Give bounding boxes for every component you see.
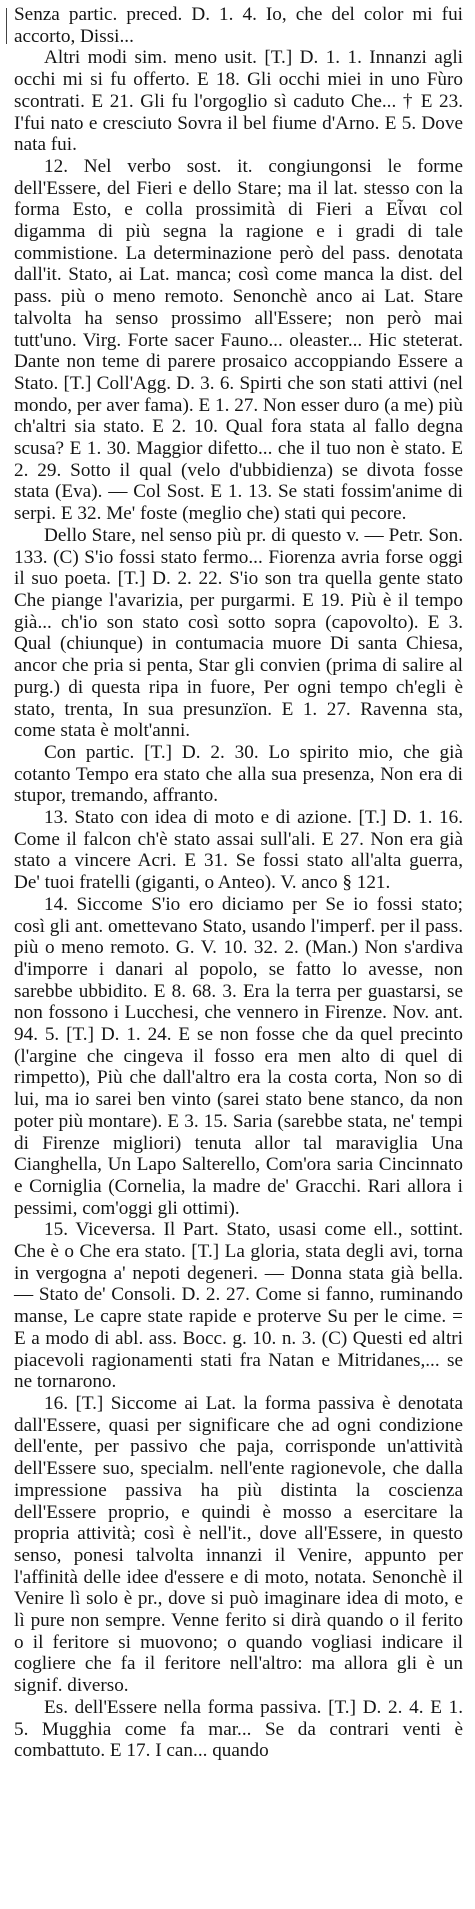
paragraph-con-partic: Con partic. [T.] D. 2. 30. Lo spirito mio, che già cotanto Tempo era stato che alla sua presenza, Non era di stupor, tremando, affranto. — [14, 741, 463, 807]
paragraph-12: 12. Nel verbo sost. it. congiungonsi le forme dell'Essere, del Fieri e dello Stare; ma il lat. stesso con la forma Esto, e colla prossimità di Fieri a Εἶναι col digamma di più segna la ragione e i gradi di tale commistione. La determinazione però del pass. denotata dall'it. Stato, ai Lat. manca; così come manca la dist. del pass. più o meno remoto. Senonchè anco ai Lat. Stare talvolta ha senso prossimo all'Essere; non però mai tutt'uno. Virg. Forte sacer Fauno... oleaster... Hic steterat. Dante non teme di parere prosaico accoppiando Essere a Stato. [T.] Coll'Agg. D. 3. 6. Spirti che son stati attivi (nel mondo, per aver fama). E 1. 27. Non esser duro (a me) più ch'altri sia stato. E 2. 10. Qual fora stata al fallo degna scusa? E 1. 30. Maggior difetto... che il tuo non è stato. E 2. 29. Sotto il qual (velo d'ubbidienza) se divota fosse stata (Eva). — Col Sost. E 1. 13. Se stati fossim'anime di serpi. E 32. Me' foste (meglio che) stati qui pecore. — [14, 155, 463, 525]
paragraph-13: 13. Stato con idea di moto e di azione. [T.] D. 1. 16. Come il falcon ch'è stato assai sull'ali. E 27. Non era già stato a vincere Acri. E 31. Se fossi stato all'alta guerra, De' tuoi fratelli (giganti, o Anteo). V. anco § 121. — [14, 807, 463, 894]
margin-rule — [6, 8, 7, 44]
paragraph-senza-partic: Senza partic. preced. D. 1. 4. Io, che del color mi fui accorto, Dissi... — [14, 4, 463, 47]
paragraph-dello-stare: Dello Stare, nel senso più pr. di questo v. — Petr. Son. 133. (C) S'io fossi stato fermo... Fiorenza avria forse oggi il suo poeta. [T.] D. 2. 22. S'io son tra quella gente stato Che piange l'avarizia, per purgarmi. E 19. Più è il tempo già... ch'io son stato così sotto sopra (capovolto). E 3. Qual (chiunque) in contumacia muore Di santa Chiesa, ancor che pria si penta, Star gli convien (prima di salire al purg.) di questa ripa in fuore, Per ogni tempo ch'egli è stato, trenta, In sua presunzïon. E 1. 27. Ravenna sta, come stata è molt'anni. — [14, 524, 463, 742]
paragraph-14: 14. Siccome S'io ero diciamo per Se io fossi stato; così gli ant. omettevano Stato, usando l'imperf. per il pass. più o meno remoto. G. V. 10. 32. 2. (Man.) Non s'ardiva d'imporre i danari al popolo, se fatto lo avesse, non sarebbe ubbidito. E 8. 68. 3. Era la terra per guastarsi, se non fossono i Lucchesi, che vennero in Firenze. Nov. ant. 94. 5. [T.] D. 1. 24. E se non fosse che da quel precinto (l'argine che cingeva il fosso era men alto di quel di rimpetto), Più che dall'altro era la costa corta, Non so di lui, ma io sarei ben vinto (sarei stato bene stanco, da non poter più montare). E 3. 15. Saria (sarebbe stata, ne' tempi di Firenze migliori) tenuta allor tal maraviglia Una Cianghella, Un Lapo Salterello, Com'ora saria Cincinnato e Corniglia (Cornelia, la madre de' Gracchi. Rari allora i pessimi, com'oggi gli ottimi). — [14, 893, 463, 1219]
paragraph-altri-modi: Altri modi sim. meno usit. [T.] D. 1. 1. Innanzi agli occhi mi si fu offerto. E 18. Gli occhi miei in uno Fùro scontrati. E 21. Gli fu l'orgoglio sì caduto Che... † E 23. I'fui nato e cresciuto Sovra il bel fiume d'Arno. E 5. Dove nata fui. — [14, 47, 463, 156]
paragraph-16: 16. [T.] Siccome ai Lat. la forma passiva è denotata dall'Essere, quasi per significare che ad ogni condizione dell'ente, per passivo che paja, corrisponde un'attività dell'Essere suo, specialm. nell'ente ragionevole, che dalla impressione passiva ha più distinta la coscienza dell'Essere proprio, e quindi è mosso a esercitare la propria attività; così è nell'it., dove all'Essere, in questo senso, ponesi talvolta innanzi il Venire, appunto per l'affinità delle idee d'essere e di moto, notata. Senonchè il Venire lì solo è pr., dove si può imaginare idea di moto, e lì pure non sempre. Venne ferito si dirà quando o il ferito o il feritore si muovono; o quando vogliasi indicare il cogliere che fa il feritore nell'altro: ma allora gli è un signif. diverso. — [14, 1393, 463, 1697]
paragraph-15: 15. Viceversa. Il Part. Stato, usasi come ell., sottint. Che è o Che era stato. [T.] La gloria, stata degli avi, torna in vergogna a' nepoti degeneri. — Donna stata già bella. — Stato de' Consoli. D. 2. 27. Come si fanno, ruminando manse, Le capre state rapide e proterve Su per le cime. = E a modo di abl. ass. Bocc. g. 10. n. 3. (C) Questi ed altri piacevoli ragionamenti stati fra Natan e Mitridanes,... se ne tornarono. — [14, 1219, 463, 1393]
paragraph-es-essere: Es. dell'Essere nella forma passiva. [T.] D. 2. 4. E 1. 5. Mugghia come fa mar... Se da contrari venti è combattuto. E 17. I can... quando — [14, 1696, 463, 1762]
